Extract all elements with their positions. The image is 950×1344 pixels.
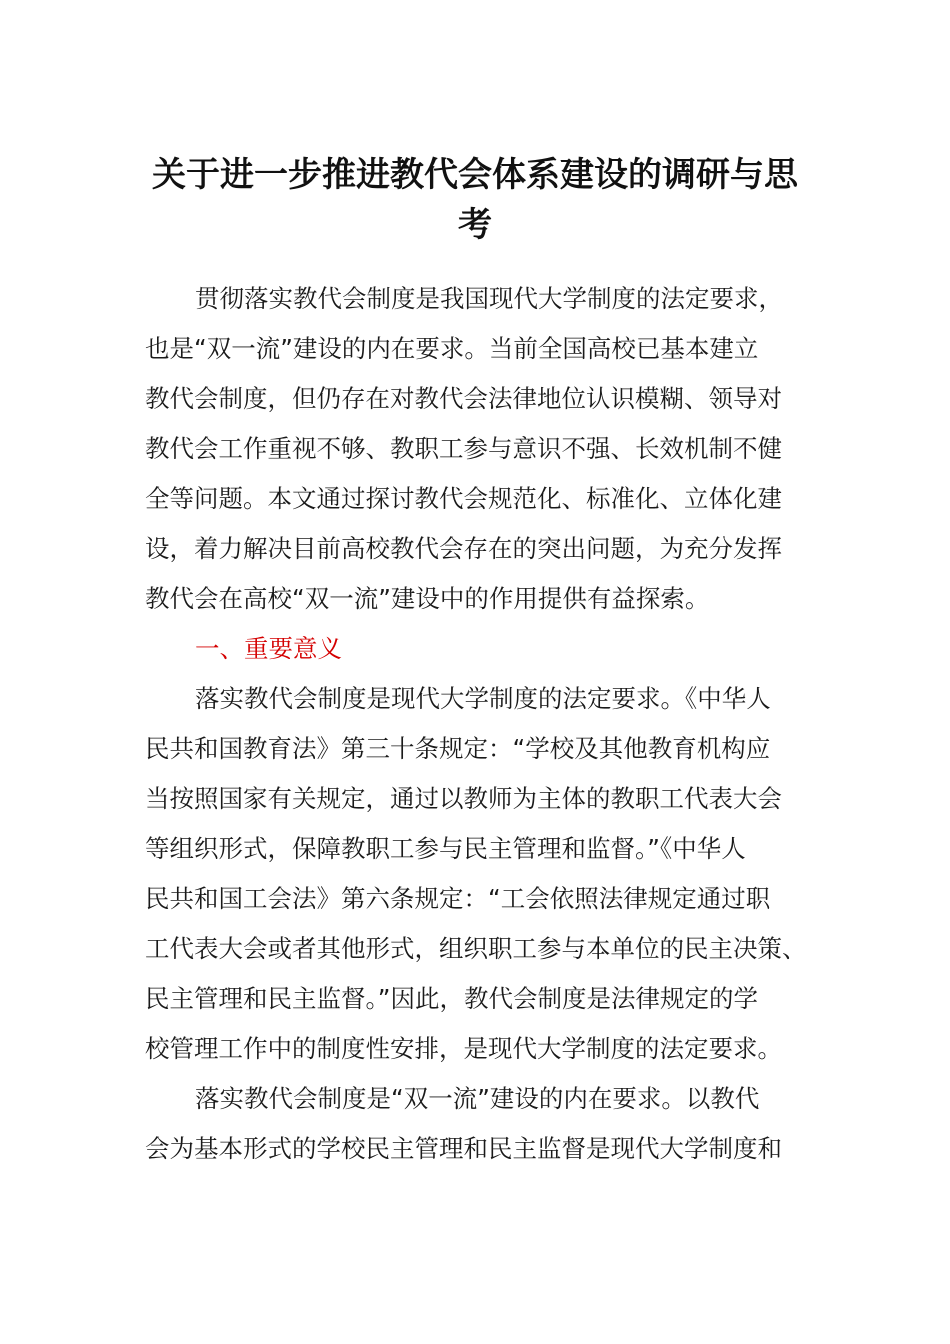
paragraph-line: 工代表大会或者其他形式，组织职工参与本单位的民主决策、 <box>145 934 807 963</box>
paragraph-line: 教代会工作重视不够、教职工参与意识不强、长效机制不健 <box>145 434 782 463</box>
document-body <box>145 274 805 1174</box>
paragraph-line: 设，着力解决目前高校教代会存在的突出问题，为充分发挥 <box>145 534 782 563</box>
title-line: 关于进一步推进教代会体系建设的调研与思 <box>152 155 798 195</box>
paragraph-line: 贯彻落实教代会制度是我国现代大学制度的法定要求， <box>195 284 783 313</box>
paragraph-line: 民共和国教育法》第三十条规定：“学校及其他教育机构应 <box>145 734 771 763</box>
paragraph-line: 校管理工作中的制度性安排，是现代大学制度的法定要求。 <box>145 1034 782 1063</box>
paragraph-line: 民共和国工会法》第六条规定：“工会依照法律规定通过职 <box>145 884 771 913</box>
paragraph-line: 民主管理和民主监督。”因此，教代会制度是法律规定的学 <box>145 984 758 1013</box>
title-line: 考 <box>458 205 492 245</box>
section-heading: 一、重要意义 <box>195 634 342 663</box>
paragraph-line: 落实教代会制度是“双一流”建设的内在要求。以教代 <box>195 1084 760 1113</box>
paragraph-line: 全等问题。本文通过探讨教代会规范化、标准化、立体化建 <box>145 484 782 513</box>
document-title <box>140 150 810 250</box>
paragraph-line: 当按照国家有关规定，通过以教师为主体的教职工代表大会 <box>145 784 782 813</box>
paragraph-line: 会为基本形式的学校民主管理和民主监督是现代大学制度和 <box>145 1134 782 1163</box>
paragraph-line: 也是“双一流”建设的内在要求。当前全国高校已基本建立 <box>145 334 759 363</box>
paragraph-line: 落实教代会制度是现代大学制度的法定要求。《中华人 <box>195 684 771 713</box>
paragraph-line: 等组织形式，保障教职工参与民主管理和监督。”《中华人 <box>145 834 746 863</box>
paragraph-line: 教代会在高校“双一流”建设中的作用提供有益探索。 <box>145 584 710 613</box>
paragraph-line: 教代会制度，但仍存在对教代会法律地位认识模糊、领导对 <box>145 384 782 413</box>
